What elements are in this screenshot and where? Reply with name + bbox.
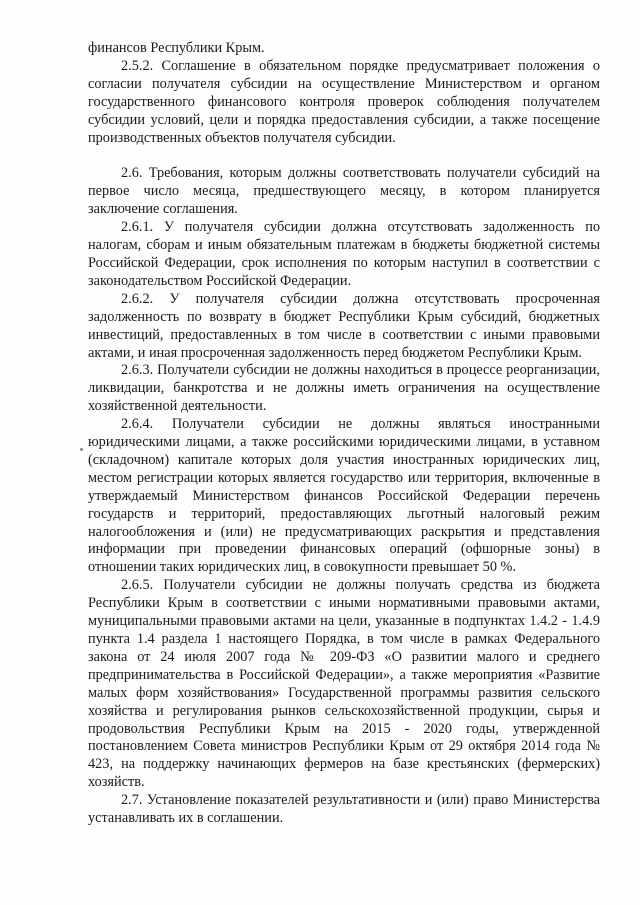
paragraph-2-6-3: 2.6.3. Получатели субсидии не должны находиться в процессе реорганизации, ликвидации, банкротства и не должны иметь ограничения на осуществление хозяйственной деятельности.	[88, 362, 600, 415]
paragraph-continuation: финансов Республики Крым.	[88, 40, 265, 56]
scan-speck	[80, 448, 83, 451]
paragraph-2-6-5: 2.6.5. Получатели субсидии не должны получать средства из бюджета Республики Крым в соответствии с иными нормативными правовыми актами, муниципальными правовыми актами на цели, указанные в подпунктах 1.4.2 - 1.4.9 пункта 1.4 раздела 1 настоящего Порядка, в том числе в рамках Федерального закона от 24 июля 2007 года № 209-ФЗ «О развитии малого и среднего предпринимательства в Российской Федерации», а также мероприятия «Развитие малых форм хозяйствования» Государственной программы развития сельского хозяйства и регулирования рынков сельскохозяйственной продукции, сырья и продовольствия Республики Крым на 2015 - 2020 годы, утвержденной постановлением Совета министров Республики Крым от 29 октября 2014 года № 423, на поддержку начинающих фермеров на базе крестьянских (фермерских) хозяйств.	[88, 577, 600, 791]
paragraph-2-6-1: 2.6.1. У получателя субсидии должна отсутствовать задолженность по налогам, сборам и иным обязательным платежам в бюджеты бюджетной системы Российской Федерации, срок исполнения по которым наступил в соответствии с законодательством Российской Федерации.	[88, 219, 600, 289]
paragraph-2-7: 2.7. Установление показателей результативности и (или) право Министерства устанавливать их в соглашении.	[88, 792, 600, 827]
paragraph-2-5-2: 2.5.2. Соглашение в обязательном порядке предусматривает положения о согласии получателя субсидии на осуществление Министерством и органом государственного финансового контроля проверок соблюдения получателем субсидии условий, цели и порядка предоставления субсидии, а также посещение производственных объектов получателя субсидии.	[88, 57, 600, 146]
document-body	[88, 40, 600, 828]
paragraph-2-6-4: 2.6.4. Получатели субсидии не должны являться иностранными юридическими лицами, а также российскими юридическими лицами, в уставном (складочном) капитале которых доля участия иностранных юридических лиц, местом регистрации которых является государство или территория, включенные в утверждаемый Министерством финансов Российской Федерации перечень государств и территорий, предоставляющих льготный налоговый режим налогообложения и (или) не предусматривающих раскрытия и представления информации при проведении финансовых операций (офшорные зоны) в отношении таких юридических лиц, в совокупности превышает 50 %.	[88, 416, 600, 576]
paragraph-2-6-2: 2.6.2. У получателя субсидии должна отсутствовать просроченная задолженность по возврату в бюджет Республики Крым субсидий, бюджетных инвестиций, предоставленных в том числе в соответствии с иными правовыми актами, и иная просроченная задолженность перед бюджетом Республики Крым.	[88, 290, 600, 361]
paragraph-2-6: 2.6. Требования, которым должны соответствовать получатели субсидий на первое число месяца, предшествующего месяцу, в котором планируется заключение соглашения.	[88, 165, 600, 218]
